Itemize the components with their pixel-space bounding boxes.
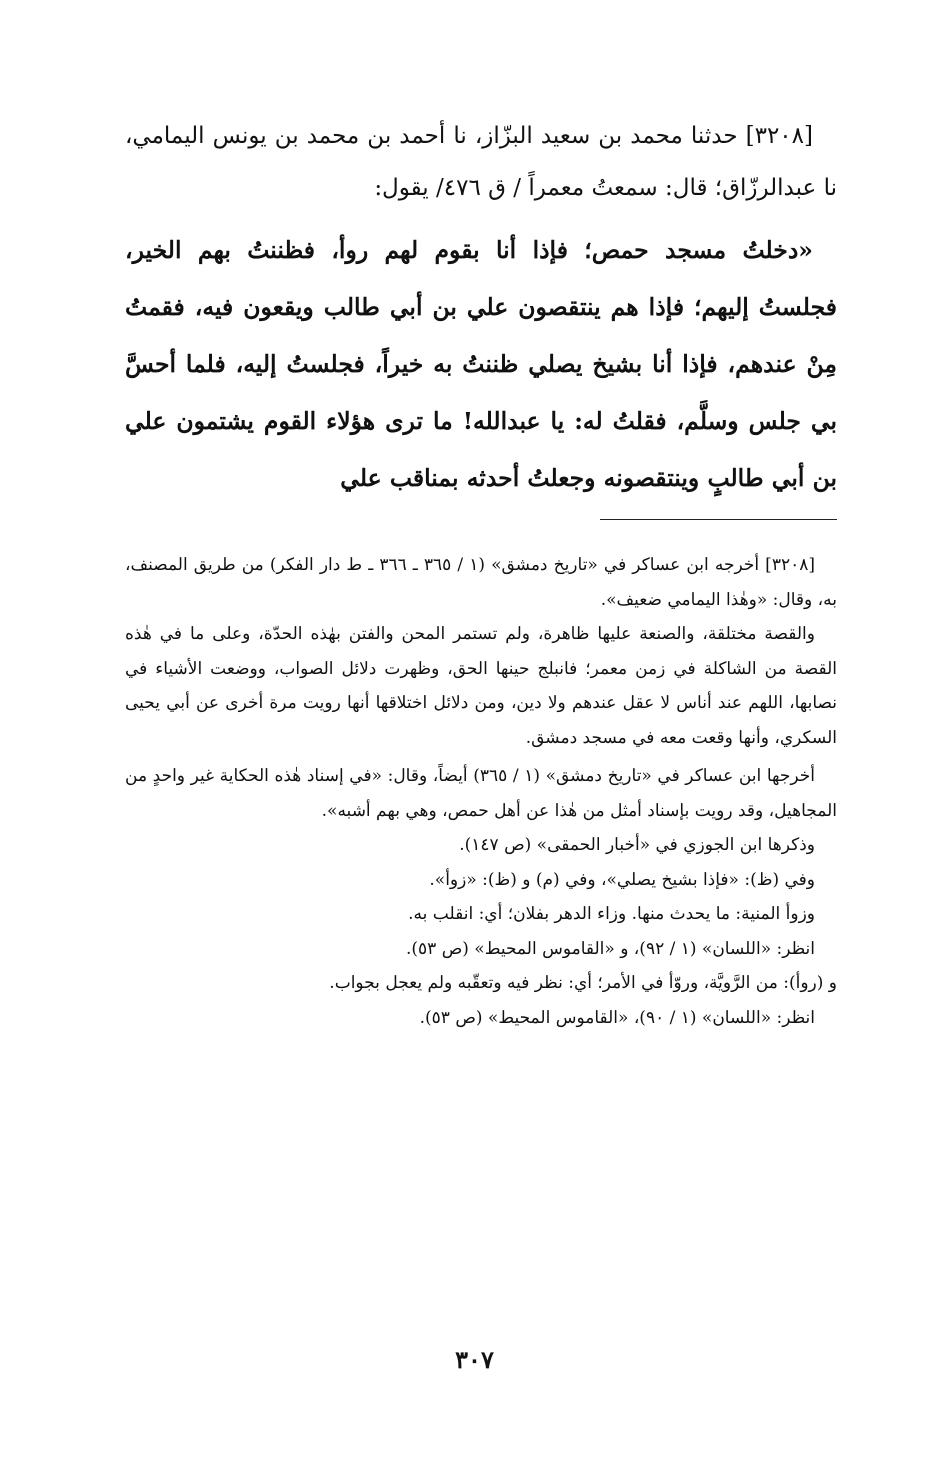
footnote-reference-1: انظر: «اللسان» (١ / ٩٢)، و «القاموس المحيط» (ص ٥٣).: [405, 938, 815, 959]
footnote-variant: وفي (ظ): «فإذا بشيخ يصلي»، وفي (م) و (ظ): «زوأ».: [429, 869, 815, 890]
main-text: [125, 110, 837, 507]
footnote-ibn-jawzi: وذكرها ابن الجوزي في «أخبار الحمقى» (ص ١٤٧).: [459, 835, 815, 855]
footnote-definition-rawa: و (روأ): من الرَّويَّة، وروّأ في الأمر؛ أي: نظر فيه وتعقّبه ولم يعجل بجواب.: [329, 973, 837, 993]
footnote-reference-2: انظر: «اللسان» (١ / ٩٠)، «القاموس المحيط» (ص ٥٣).: [419, 1007, 815, 1028]
footnote-commentary: والقصة مختلقة، والصنعة عليها ظاهرة، ولم تستمر المحن والفتن بهٰذه الحدّة، وعلى ما في هٰذه القصة من الشاكلة في زمن معمر؛ فانبلج حينها الحق، وظهرت دلائل الصواب، ووضعت الأشياء في نصابها، اللهم عند أناس لا عقل عندهم ولا دين، ومن دلائل اختلاقها أنها رويت مرة أخرى عن أبي يحيى السكري، وأنها وقعت معه في مسجد دمشق.: [125, 624, 837, 748]
page-number: ٣٠٧: [455, 1345, 494, 1374]
footnotes: [125, 548, 837, 1035]
footnote-takhrij: [٣٢٠٨] أخرجه ابن عساكر في «تاريخ دمشق» (١ / ٣٦٥ ـ ٣٦٦ ـ ط دار الفكر) من طريق المصنف، به، وقال: «وهٰذا اليمامي ضعيف».: [125, 555, 837, 610]
footnote-separator: [600, 519, 837, 520]
footnote-definition-zawa: وزوأ المنية: ما يحدث منها. وزاء الدهر بفلان؛ أي: انقلب به.: [408, 904, 815, 924]
footnote-second-source: أخرجها ابن عساكر في «تاريخ دمشق» (١ / ٣٦٥) أيضاً، وقال: «في إسناد هٰذه الحكاية غير واحدٍ من المجاهيل، وقد رويت بإسناد أمثل من هٰذا عن أهل حمص، وهي بهم أشبه».: [125, 766, 837, 821]
hadith-isnad: [٣٢٠٨] حدثنا محمد بن سعيد البزّاز، نا أحمد بن محمد بن يونس اليمامي، نا عبدالرزّاق؛ قال: سمعتُ معمراً / ق ٤٧٦/ يقول:: [125, 123, 837, 201]
hadith-matn: «دخلتُ مسجد حمص؛ فإذا أنا بقوم لهم روأ، فظننتُ بهم الخير، فجلستُ إليهم؛ فإذا هم ينتقصون علي بن أبي طالب ويقعون فيه، فقمتُ مِنْ عندهم، فإذا أنا بشيخ يصلي ظننتُ به خيراً، فجلستُ إليه، فلما أحسَّ بي جلس وسلَّم، فقلتُ له: يا عبدالله! ما ترى هؤلاء القوم يشتمون علي بن أبي طالبٍ وينتقصونه وجعلتُ أحدثه بمناقب علي: [125, 236, 837, 492]
